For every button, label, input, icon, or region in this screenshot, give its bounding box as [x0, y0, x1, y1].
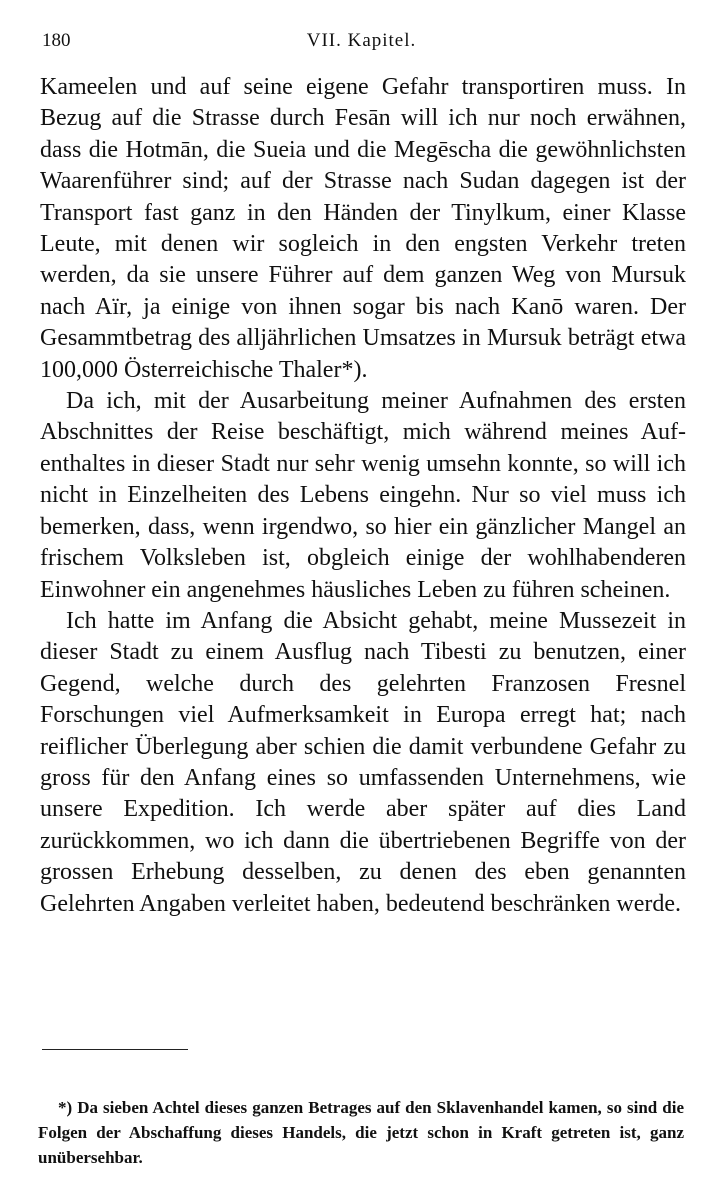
page-number: 180	[42, 30, 71, 51]
paragraph-2: Da ich, mit der Ausarbeitung meiner Aufnahmen des ersten Abschnittes der Reise beschäftigt, mich während meines Aufenthaltes in dieser Stadt nur sehr wenig umsehn konnte, so will ich nicht in Einzelheiten des Lebens eingehn. Nur so viel muss ich bemerken, dass, wenn irgendwo, so hier ein gänzlicher Mangel an frischem Volksleben ist, obgleich einige der wohlhabenderen Einwohner ein angenehmes häusliches Leben zu führen scheinen.	[40, 388, 686, 603]
footnote: *) Da sieben Achtel dieses ganzen Betrages auf den Sklavenhandel kamen, so sind die Folgen der Abschaffung dieses Handels, die jetzt schon in Kraft getreten ist, ganz unübersehbar.	[38, 1098, 684, 1167]
body-text	[40, 72, 686, 920]
paragraph-1: Kameelen und auf seine eigene Gefahr transportiren muss. In Bezug auf die Strasse durch Fesān will ich nur noch erwähnen, dass die Hotmān, die Sueia und die Megēscha die gewöhnlichsten Waarenführer sind; auf der Strasse nach Sudan dagegen ist der Transport fast ganz in den Händen der Tinylkum, einer Klasse Leute, mit denen wir sogleich in den engsten Verkehr treten werden, da sie unsere Führer auf dem ganzen Weg von Mursuk nach Aïr, ja einige von ihnen sogar bis nach Kanō waren. Der Gesammtbetrag des alljährlichen Umsatzes in Mursuk beträgt etwa 100,000 Österreichische Thaler*).	[40, 74, 686, 383]
footnote-divider	[42, 1049, 188, 1050]
paragraph-3: Ich hatte im Anfang die Absicht gehabt, meine Mussezeit in dieser Stadt zu einem Ausflug nach Tibesti zu benutzen, einer Gegend, welche durch des gelehrten Franzosen Fresnel Forschungen viel Aufmerksamkeit in Europa erregt hat; nach reiflicher Überlegung aber schien die damit verbundene Gefahr zu gross für den Anfang eines so umfassenden Unternehmens, wie unsere Expedition. Ich werde aber später auf dies Land zurückkommen, wo ich dann die übertriebenen Begriffe von der grossen Erhebung desselben, zu denen des eben genannten Gelehrten Angaben verleitet haben, bedeutend beschränken werde.	[40, 607, 686, 917]
chapter-title: VII. Kapitel.	[306, 30, 417, 51]
page-header	[42, 30, 681, 60]
